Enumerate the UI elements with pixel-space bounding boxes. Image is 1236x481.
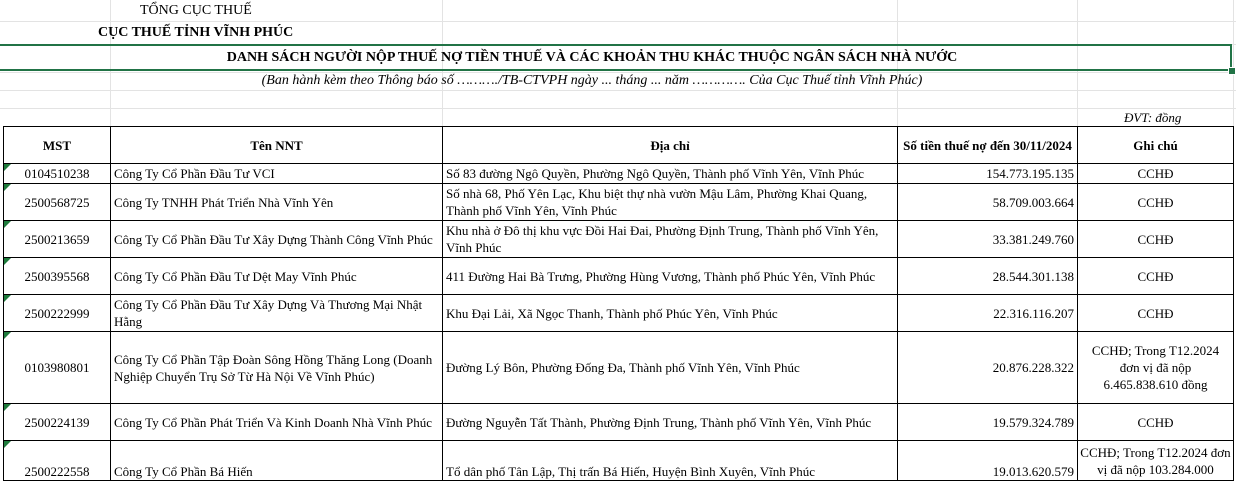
- table-row: [4, 295, 1234, 332]
- error-indicator-icon: [4, 258, 11, 265]
- error-indicator-icon: [4, 295, 11, 302]
- name-cell[interactable]: Công Ty Cổ Phần Đầu Tư Xây Dựng Thành Công Vĩnh Phúc: [111, 221, 443, 258]
- amount-cell[interactable]: 22.316.116.207: [898, 295, 1078, 332]
- column-header-mst: MST: [4, 127, 111, 164]
- error-indicator-icon: [4, 441, 11, 448]
- error-indicator-icon: [4, 164, 11, 171]
- table-row: [4, 441, 1234, 481]
- table-row: [4, 221, 1234, 258]
- page-title: DANH SÁCH NGƯỜI NỘP THUẾ NỢ TIỀN THUẾ VÀ CÁC KHOẢN THU KHÁC THUỘC NGÂN SÁCH NHÀ NƯỚC: [226, 50, 958, 65]
- address-cell[interactable]: 411 Đường Hai Bà Trưng, Phường Hùng Vương, Thành phố Phúc Yên, Vĩnh Phúc: [443, 258, 898, 295]
- error-indicator-icon: [4, 184, 11, 191]
- address-cell[interactable]: Khu Đại Lải, Xã Ngọc Thanh, Thành phố Phúc Yên, Vĩnh Phúc: [443, 295, 898, 332]
- mst-cell[interactable]: 2500568725: [4, 184, 111, 221]
- name-cell[interactable]: Công Ty Cổ Phần Tập Đoàn Sông Hồng Thăng Long (Doanh Nghiệp Chuyển Trụ Sở Từ Hà Nội Về Vĩnh Phúc): [111, 332, 443, 404]
- department-name: CỤC THUẾ TỈNH VĨNH PHÚC: [98, 25, 294, 40]
- amount-cell[interactable]: 58.709.003.664: [898, 184, 1078, 221]
- table-row: [4, 404, 1234, 441]
- mst-cell[interactable]: 0104510238: [4, 164, 111, 184]
- address-cell[interactable]: Số 83 đường Ngô Quyền, Phường Ngô Quyền, Thành phố Vĩnh Yên, Vĩnh Phúc: [443, 164, 898, 184]
- table-header-row: [4, 127, 1234, 164]
- note-cell[interactable]: CCHĐ: [1078, 184, 1234, 221]
- page-subtitle: (Ban hành kèm theo Thông báo số ………./TB-CTVPH ngày ... tháng ... năm …………. Của Cục Thuế tỉnh Vĩnh Phúc): [261, 73, 923, 88]
- table-row: [4, 184, 1234, 221]
- name-cell[interactable]: Công Ty TNHH Phát Triển Nhà Vĩnh Yên: [111, 184, 443, 221]
- mst-cell[interactable]: 2500222999: [4, 295, 111, 332]
- table-row: [4, 164, 1234, 184]
- fill-handle[interactable]: [1228, 67, 1236, 75]
- amount-cell[interactable]: 19.579.324.789: [898, 404, 1078, 441]
- name-cell[interactable]: Công Ty Cổ Phần Đầu Tư Dệt May Vĩnh Phúc: [111, 258, 443, 295]
- error-indicator-icon: [4, 332, 11, 339]
- table-row: [4, 332, 1234, 404]
- note-cell[interactable]: CCHĐ; Trong T12.2024 đơn vị đã nộp 103.284.000: [1078, 441, 1234, 481]
- amount-cell[interactable]: 20.876.228.322: [898, 332, 1078, 404]
- address-cell[interactable]: Đường Nguyễn Tất Thành, Phường Định Trung, Thành phố Vĩnh Yên, Vĩnh Phúc: [443, 404, 898, 441]
- amount-cell[interactable]: 33.381.249.760: [898, 221, 1078, 258]
- amount-cell[interactable]: 28.544.301.138: [898, 258, 1078, 295]
- address-cell[interactable]: Tổ dân phố Tân Lập, Thị trấn Bá Hiến, Huyện Bình Xuyên, Vĩnh Phúc: [443, 441, 898, 481]
- name-cell[interactable]: Công Ty Cổ Phần Phát Triển Và Kinh Doanh Nhà Vĩnh Phúc: [111, 404, 443, 441]
- note-cell[interactable]: CCHĐ: [1078, 164, 1234, 184]
- table-row: [4, 258, 1234, 295]
- unit-label: ĐVT: đồng: [1124, 110, 1182, 125]
- mst-cell[interactable]: 2500222558: [4, 441, 111, 481]
- address-cell[interactable]: Khu nhà ở Đô thị khu vực Đồi Hai Đai, Phường Định Trung, Thành phố Vĩnh Yên, Vĩnh Phúc: [443, 221, 898, 258]
- error-indicator-icon: [4, 221, 11, 228]
- column-header-address: Địa chỉ: [443, 127, 898, 164]
- note-cell[interactable]: CCHĐ; Trong T12.2024 đơn vị đã nộp 6.465.838.610 đồng: [1078, 332, 1234, 404]
- name-cell[interactable]: Công Ty Cổ Phần Đầu Tư Xây Dựng Và Thương Mại Nhật Hằng: [111, 295, 443, 332]
- amount-cell[interactable]: 154.773.195.135: [898, 164, 1078, 184]
- address-cell[interactable]: Đường Lý Bôn, Phường Đống Đa, Thành phố Vĩnh Yên, Vĩnh Phúc: [443, 332, 898, 404]
- amount-cell[interactable]: 19.013.620.579: [898, 441, 1078, 481]
- error-indicator-icon: [4, 404, 11, 411]
- column-header-note: Ghi chú: [1078, 127, 1234, 164]
- address-cell[interactable]: Số nhà 68, Phố Yên Lạc, Khu biệt thự nhà vườn Mậu Lâm, Phường Khai Quang, Thành phố Vĩnh Yên, Vĩnh Phúc: [443, 184, 898, 221]
- note-cell[interactable]: CCHĐ: [1078, 258, 1234, 295]
- column-header-name: Tên NNT: [111, 127, 443, 164]
- mst-cell[interactable]: 2500224139: [4, 404, 111, 441]
- mst-cell[interactable]: 2500213659: [4, 221, 111, 258]
- note-cell[interactable]: CCHĐ: [1078, 295, 1234, 332]
- agency-name: TỔNG CỤC THUẾ: [140, 3, 252, 18]
- column-header-amount: Số tiền thuế nợ đến 30/11/2024: [898, 127, 1078, 164]
- note-cell[interactable]: CCHĐ: [1078, 221, 1234, 258]
- name-cell[interactable]: Công Ty Cổ Phần Bá Hiến: [111, 441, 443, 481]
- name-cell[interactable]: Công Ty Cổ Phần Đầu Tư VCI: [111, 164, 443, 184]
- mst-cell[interactable]: 0103980801: [4, 332, 111, 404]
- debtor-table: [3, 126, 1234, 481]
- note-cell[interactable]: CCHĐ: [1078, 404, 1234, 441]
- mst-cell[interactable]: 2500395568: [4, 258, 111, 295]
